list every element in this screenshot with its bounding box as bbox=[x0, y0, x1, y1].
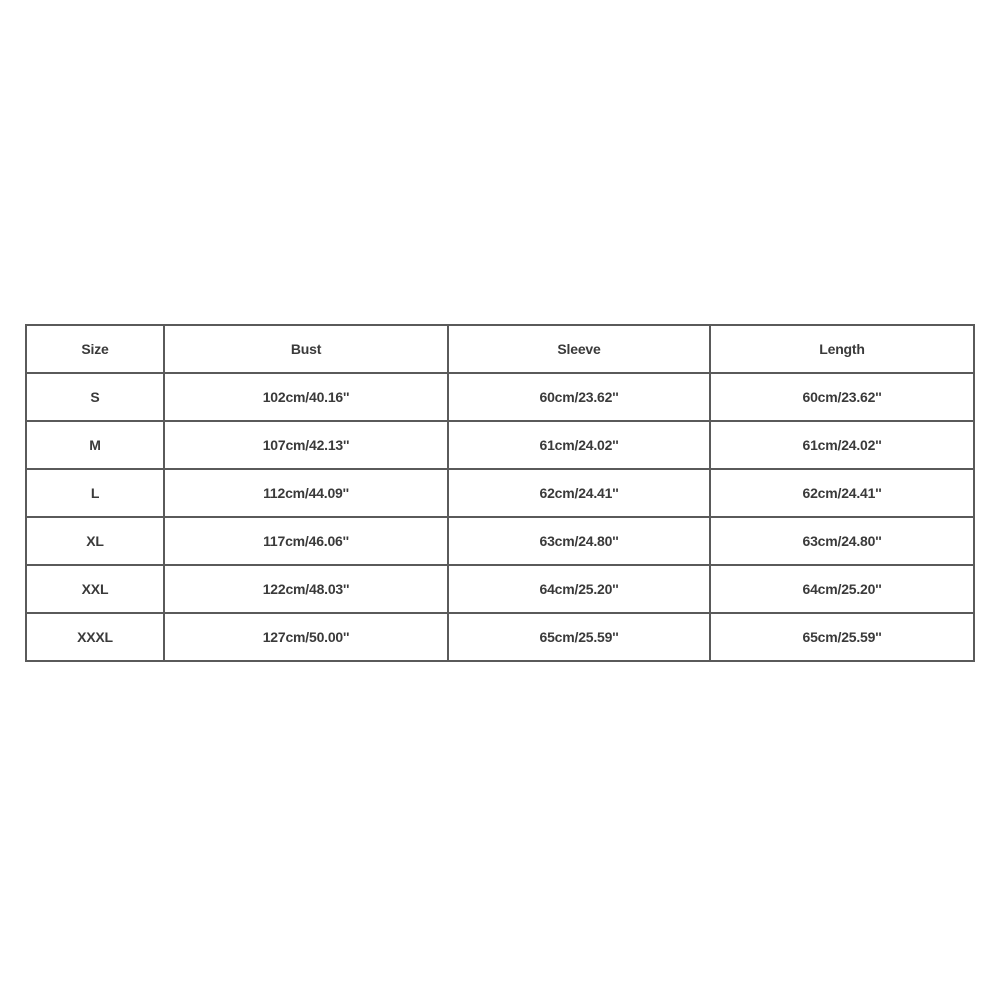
header-row bbox=[26, 325, 974, 373]
cell-bust: 122cm/48.03'' bbox=[164, 565, 448, 613]
cell-size: L bbox=[26, 469, 164, 517]
header-bust: Bust bbox=[164, 325, 448, 373]
cell-bust: 127cm/50.00'' bbox=[164, 613, 448, 661]
cell-bust: 112cm/44.09'' bbox=[164, 469, 448, 517]
size-chart-table bbox=[25, 324, 975, 662]
header-size: Size bbox=[26, 325, 164, 373]
cell-length: 65cm/25.59'' bbox=[710, 613, 974, 661]
cell-length: 60cm/23.62'' bbox=[710, 373, 974, 421]
cell-length: 61cm/24.02'' bbox=[710, 421, 974, 469]
cell-size: XXL bbox=[26, 565, 164, 613]
table-row bbox=[26, 421, 974, 469]
cell-bust: 107cm/42.13'' bbox=[164, 421, 448, 469]
table-header bbox=[26, 325, 974, 373]
cell-size: XL bbox=[26, 517, 164, 565]
table-row bbox=[26, 517, 974, 565]
table-row bbox=[26, 469, 974, 517]
header-sleeve: Sleeve bbox=[448, 325, 710, 373]
header-length: Length bbox=[710, 325, 974, 373]
cell-sleeve: 64cm/25.20'' bbox=[448, 565, 710, 613]
cell-bust: 117cm/46.06'' bbox=[164, 517, 448, 565]
cell-size: M bbox=[26, 421, 164, 469]
cell-length: 64cm/25.20'' bbox=[710, 565, 974, 613]
cell-bust: 102cm/40.16'' bbox=[164, 373, 448, 421]
table-body bbox=[26, 373, 974, 661]
cell-sleeve: 60cm/23.62'' bbox=[448, 373, 710, 421]
cell-sleeve: 63cm/24.80'' bbox=[448, 517, 710, 565]
cell-sleeve: 65cm/25.59'' bbox=[448, 613, 710, 661]
cell-size: S bbox=[26, 373, 164, 421]
cell-length: 62cm/24.41'' bbox=[710, 469, 974, 517]
table-row bbox=[26, 373, 974, 421]
cell-length: 63cm/24.80'' bbox=[710, 517, 974, 565]
cell-size: XXXL bbox=[26, 613, 164, 661]
cell-sleeve: 61cm/24.02'' bbox=[448, 421, 710, 469]
cell-sleeve: 62cm/24.41'' bbox=[448, 469, 710, 517]
table-row bbox=[26, 565, 974, 613]
table-row bbox=[26, 613, 974, 661]
